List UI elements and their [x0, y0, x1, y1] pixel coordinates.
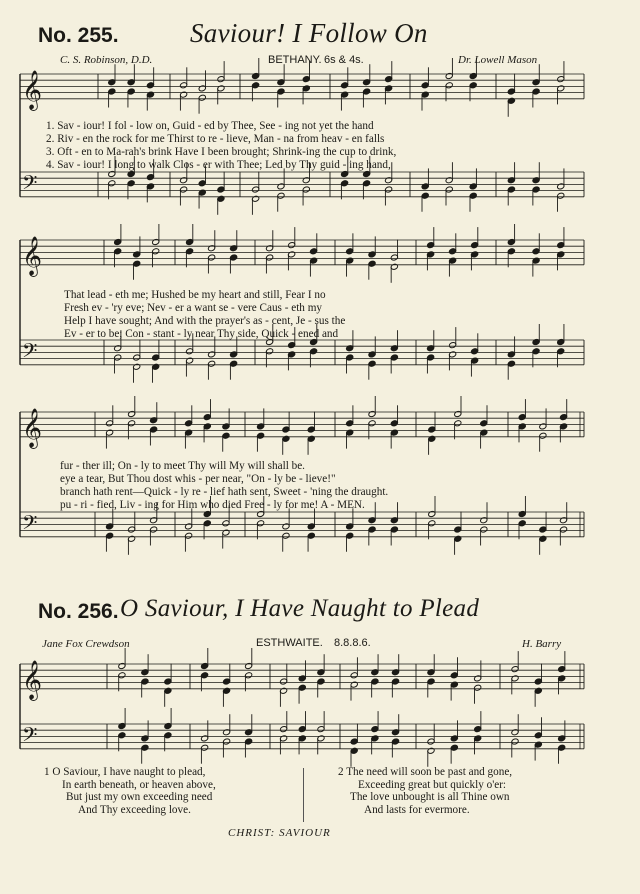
lyric-line: That lead - eth me; Hushed be my heart and still, Fear I no — [64, 289, 326, 301]
hymn-255-number: No. 255. — [38, 24, 119, 47]
lyric-line: fur - ther ill; On - ly to meet Thy will My will shall be. — [60, 460, 305, 472]
lyric-line: eye a tear, But Thou dost whis - per near, "On - ly be - lieve!" — [60, 473, 336, 485]
verse-line: But just my own exceeding need — [66, 791, 213, 804]
hymn-255-composer: Dr. Lowell Mason — [458, 54, 538, 66]
bass-clef: 𝄢 — [22, 722, 38, 751]
treble-clef: 𝄞 — [22, 659, 43, 700]
verse-line: 1 O Saviour, I have naught to plead, — [44, 766, 206, 778]
verse-2 — [338, 766, 512, 816]
hymn-255-meter: 6s & 4s. — [324, 54, 364, 66]
verse-line: 2 The need will soon be past and gone, — [338, 766, 513, 778]
hymn-256-author: Jane Fox Crewdson — [42, 638, 130, 650]
hymn-256-meter: 8.8.8.6. — [334, 637, 371, 649]
lyrics-block-1 — [46, 120, 396, 172]
hymn-256-tune: ESTHWAITE. — [256, 637, 323, 649]
lyric-line: 3. Oft - en to Ma-rah's brink Have I been brought; Shrink-ing the cup to drink, — [46, 146, 397, 158]
bass-clef: 𝄢 — [22, 510, 38, 539]
lyric-line: 1. Sav - iour! I fol - low on, Guid - ed by Thee, See - ing not yet the hand — [46, 120, 374, 132]
hymn-256-number: No. 256. — [38, 600, 119, 623]
bass-clef: 𝄢 — [22, 338, 38, 367]
treble-clef: 𝄞 — [22, 235, 43, 276]
lyrics-block-2 — [64, 289, 345, 341]
verse-line: And Thy exceeding love. — [78, 803, 191, 816]
verse-line: The love unbought is all Thine own — [350, 791, 510, 804]
lyric-line: 2. Riv - en the rock for me Thirst to re - lieve, Man - na from heav - en falls — [46, 133, 385, 145]
lyric-line: Help I have sought; And with the prayer's as - cent, Je - sus the — [64, 315, 346, 327]
hymn-255-author: C. S. Robinson, D.D. — [60, 54, 153, 66]
lyrics-block-3 — [60, 460, 388, 512]
topic-footer: CHRIST: SAVIOUR — [228, 827, 331, 839]
lyric-line: Ev - er to be; Con - stant - ly near Thy side, Quick - ened and — [64, 328, 339, 340]
verse-line: In earth beneath, or heaven above, — [62, 778, 216, 791]
lyric-line: Fresh ev - 'ry eve; Nev - er a want se - vere Caus - eth my — [64, 302, 322, 314]
verse-1 — [44, 766, 216, 816]
hymn-255-title: Saviour! I Follow On — [190, 18, 428, 48]
bass-clef: 𝄢 — [22, 170, 38, 199]
treble-clef: 𝄞 — [22, 407, 43, 448]
verse-divider — [303, 768, 304, 822]
hymn-255-tune: BETHANY. — [268, 54, 322, 66]
verse-line: And lasts for evermore. — [364, 803, 470, 816]
lyric-line: pu - ri - fied, Liv - ing for Him who died Free - ly for me! A - MEN. — [60, 499, 365, 511]
treble-clef: 𝄞 — [22, 69, 43, 110]
lyric-line: 4. Sav - iour! I long to walk Clos - er with Thee; Led by Thy guid - ing hand, — [46, 159, 391, 171]
lyric-line: branch hath rent—Quick - ly re - lief hath sent, Sweet - 'ning the draught. — [60, 486, 389, 498]
hymn-256-composer: H. Barry — [522, 638, 562, 650]
verse-line: Exceeding great but quickly o'er: — [358, 778, 507, 791]
hymn-256-title: O Saviour, I Have Naught to Plead — [120, 595, 480, 622]
